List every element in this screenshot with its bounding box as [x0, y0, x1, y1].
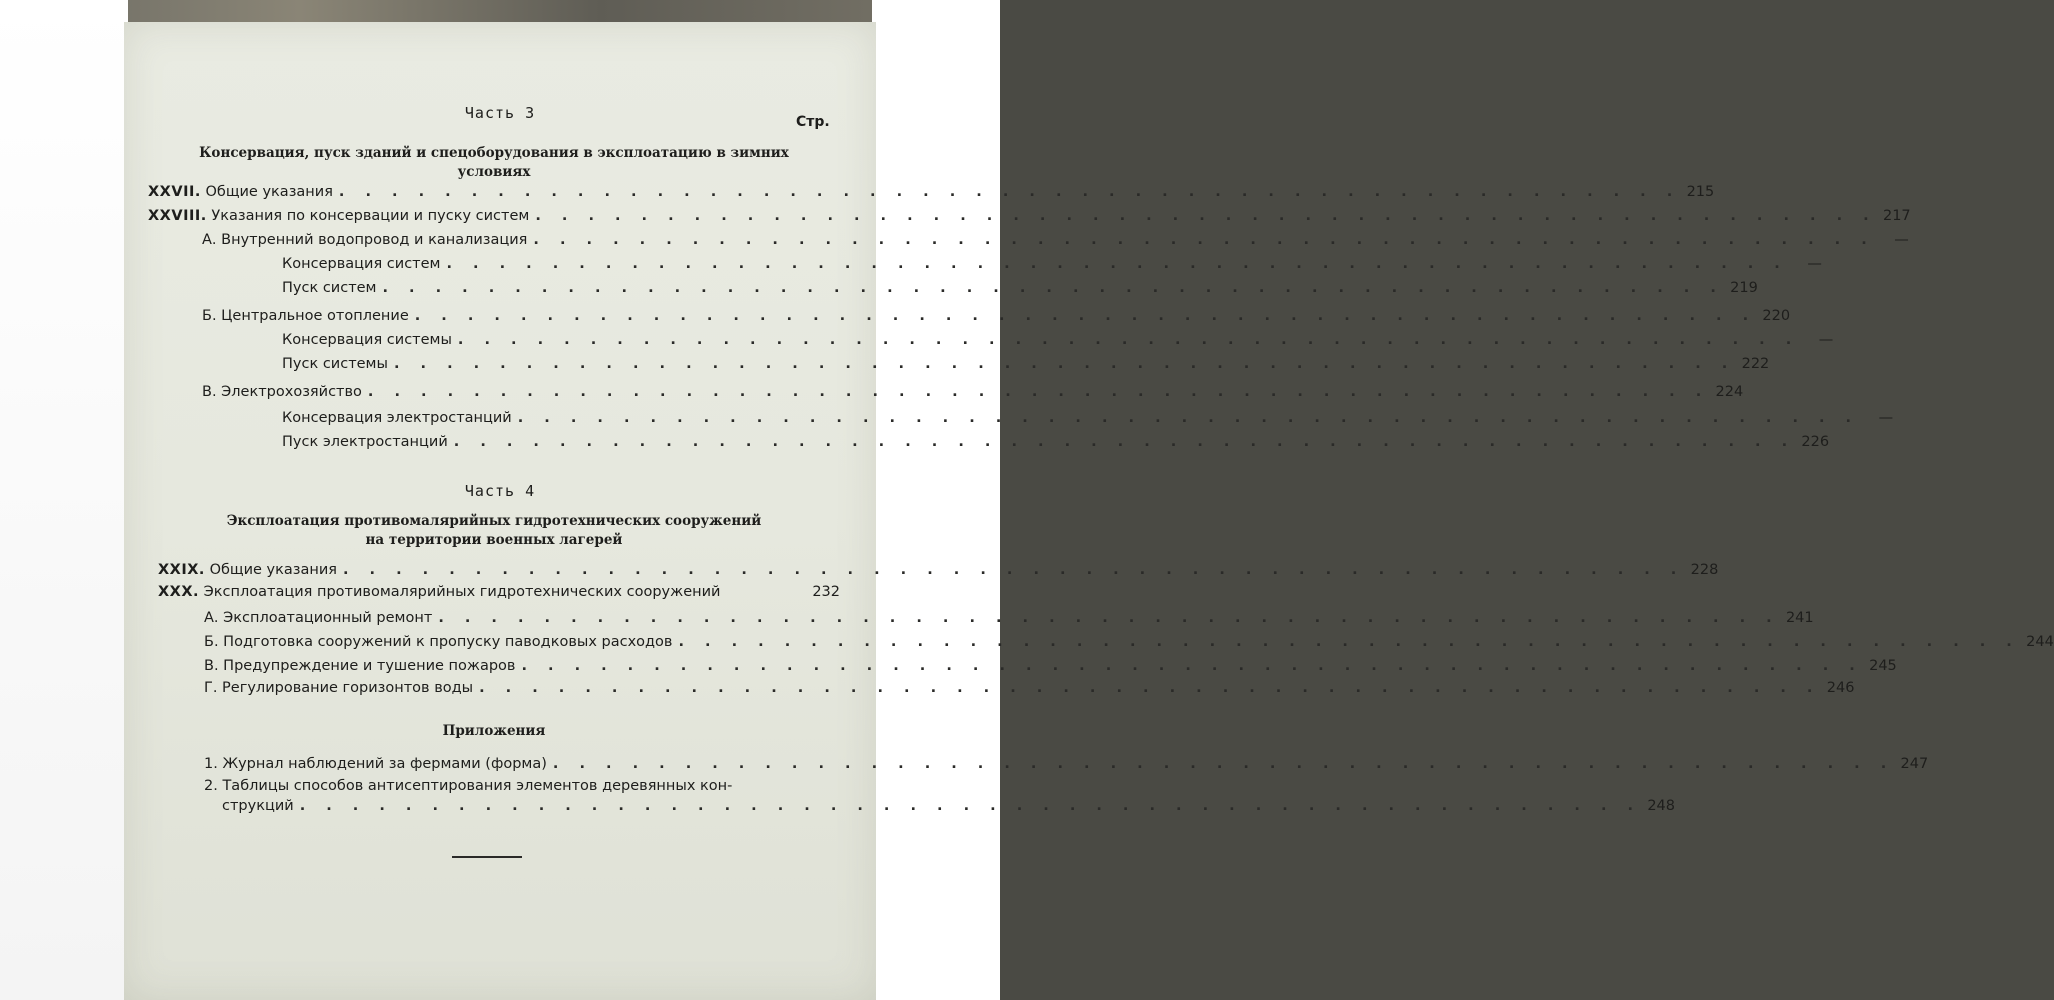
entry-label: Пуск системы	[282, 356, 388, 372]
toc-entry-appendix-2	[204, 778, 732, 794]
part3-title: Часть 3	[464, 104, 536, 122]
dot-leader: . . . . . . . . . . . . . . . . . . . . . . . . . . . . . . . . . . . . . . . . . . . . . . . . . . .	[678, 634, 2020, 650]
part3-heading-line2: условиях	[457, 164, 531, 180]
toc-entry-conservation-plants	[282, 410, 1894, 432]
dot-leader: . . . . . . . . . . . . . . . . . . . . . . . . . . . . . . . . . . . . . . . . . . . . . . . . . . .	[521, 658, 1863, 674]
entry-page: —	[1807, 256, 1822, 272]
chapter-number: XXVII.	[148, 184, 201, 200]
dot-leader: . . . . . . . . . . . . . . . . . . . . . . . . . . . . . . . . . . . . . . . . . . . . . . . . . . .	[338, 184, 1681, 200]
toc-entry-start-system	[282, 356, 1770, 378]
entry-page: 222	[1741, 356, 1770, 372]
entry-label: Эксплоатация противомалярийных гидротехнических сооружений	[203, 584, 721, 600]
entry-label: Журнал наблюдений за фермами (форма)	[222, 756, 547, 772]
toc-entry-appendix-1	[204, 756, 1929, 778]
entry-label: Общие указания	[205, 184, 333, 200]
entry-label: Консервация систем	[282, 256, 441, 272]
entry-page: —	[1894, 232, 1909, 248]
entry-page: 215	[1686, 184, 1715, 200]
entry-page: 244	[2026, 634, 2054, 650]
appendix-title: Приложения	[442, 723, 546, 739]
dot-leader: . . . . . . . . . . . . . . . . . . . . . . . . . . . . . . . . . . . . . . . . . . . . . . . . . . .	[367, 384, 1710, 400]
entry-label: В. Электрохозяйство	[202, 384, 362, 400]
entry-label: Г. Регулирование горизонтов воды	[204, 680, 474, 696]
entry-page: —	[1818, 332, 1834, 348]
dot-leader: . . . . . . . . . . . . . . . . . . . . . . . . . . . . . . . . . . . . . . . . . . . . . . . . . . .	[535, 208, 1877, 224]
book-page	[124, 22, 2054, 1000]
dot-leader: . . . . . . . . . . . . . . . . . . . . . . . . . . . . . . . . . . . . . . . . . . . . . . . . . . .	[533, 232, 1875, 248]
entry-page: 248	[1647, 798, 1676, 814]
entry-label: Консервация электростанций	[282, 410, 512, 426]
end-rule	[452, 856, 522, 858]
dot-leader: . . . . . . . . . . . . . . . . . . . . . . . . . . . . . . . . . . . . . . . . . . . . . . . . . . .	[414, 308, 1757, 324]
entry-page: 220	[1762, 308, 1791, 324]
toc-entry-xxvii	[148, 184, 1715, 206]
part3-heading	[144, 144, 844, 182]
entry-label: струкций	[222, 798, 294, 814]
dot-leader: . . . . . . . . . . . . . . . . . . . . . . . . . . . . . . . . . . . . . . . . . . . . . . . . . . .	[438, 610, 1780, 626]
entry-label: Таблицы способов антисептирования элементов деревянных кон-	[222, 778, 733, 794]
chapter-number: XXIX.	[158, 562, 205, 578]
dot-leader: . . . . . . . . . . . . . . . . . . . . . . . . . . . . . . . . . . . . . . . . . . . . . . . . . . .	[446, 256, 1788, 272]
background-margin-right	[872, 0, 1000, 1000]
toc-entry-a-repair	[204, 610, 1814, 632]
dot-leader: . . . . . . . . . . . . . . . . . . . . . . . . . . . . . . . . . . . . . . . . . . . . . . . . . . .	[552, 756, 1895, 772]
toc-entry-v-fire	[204, 658, 1897, 680]
chapter-number: XXX.	[158, 584, 200, 600]
dot-leader: . . . . . . . . . . . . . . . . . . . . . . . . . . . . . . . . . . . . . . . . . . . . . . . . . . .	[453, 434, 1796, 450]
entry-label: Общие указания	[209, 562, 337, 578]
toc-entry-v-electric	[202, 384, 1744, 406]
entry-page: 241	[1785, 610, 1814, 626]
dot-leader: . . . . . . . . . . . . . . . . . . . . . . . . . . . . . . . . . . . . . . . . . . . . . . . . . . .	[457, 332, 1800, 348]
entry-page: 228	[1690, 562, 1719, 578]
entry-page: 226	[1801, 434, 1830, 450]
toc-entry-xxix	[158, 562, 1719, 584]
background-margin-left	[0, 0, 128, 1000]
entry-label: А. Эксплоатационный ремонт	[204, 610, 433, 626]
toc-entry-b-flood	[204, 634, 2054, 656]
dot-leader: . . . . . . . . . . . . . . . . . . . . . . . . . . . . . . . . . . . . . . . . . . . . . . . . . . .	[517, 410, 1860, 426]
entry-page: 245	[1869, 658, 1897, 674]
dot-leader: . . . . . . . . . . . . . . . . . . . . . . . . . . . . . . . . . . . . . . . . . . . . . . . . . . .	[393, 356, 1736, 372]
toc-entry-b-heating	[202, 308, 1791, 330]
toc-entry-appendix-2-cont	[222, 798, 1676, 820]
dot-leader: . . . . . . . . . . . . . . . . . . . . . . . . . . . . . . . . . . . . . . . . . . . . . . . . . . .	[299, 798, 1642, 814]
entry-page: 247	[1900, 756, 1929, 772]
dot-leader: . . . . . . . . . . . . . . . . . . . . . . . . . . . . . . . . . . . . . . . . . . . . . . . . . . .	[382, 280, 1724, 296]
entry-label: В. Предупреждение и тушение пожаров	[204, 658, 516, 674]
toc-entry-xxviii	[148, 208, 1911, 230]
part4-heading-line1: Эксплоатация противомалярийных гидротехнических сооружений	[226, 513, 762, 529]
entry-page: 219	[1730, 280, 1758, 296]
toc-entry-a-water	[202, 232, 1909, 254]
entry-page: 246	[1826, 680, 1855, 696]
part4-heading	[144, 512, 844, 550]
entry-label: Указания по консервации и пуску систем	[211, 208, 530, 224]
entry-label: А. Внутренний водопровод и канализация	[202, 232, 528, 248]
part4-title: Часть 4	[464, 482, 536, 500]
part4-heading-line2: на территории военных лагерей	[365, 532, 623, 548]
page-column-header: Стр.	[796, 114, 830, 130]
dot-leader: . . . . . . . . . . . . . . . . . . . . . . . . . . . . . . . . . . . . . . . . . . . . . . . . . . .	[479, 680, 1821, 696]
toc-entry-start-plants	[282, 434, 1830, 456]
toc-entry-start-systems	[282, 280, 1758, 302]
chapter-number: XXVIII.	[148, 208, 207, 224]
toc-entry-conservation-system	[282, 332, 1834, 354]
entry-page: 232	[812, 584, 840, 600]
entry-label: Б. Подготовка сооружений к пропуску паводковых расходов	[204, 634, 673, 650]
part3-heading-line1: Консервация, пуск зданий и спецоборудования в эксплоатацию в зимних	[199, 145, 789, 161]
entry-page: 217	[1882, 208, 1911, 224]
entry-page: —	[1878, 410, 1894, 426]
dot-leader: . . . . . . . . . . . . . . . . . . . . . . . . . . . . . . . . . . . . . . . . . . . . . . . . . . .	[342, 562, 1685, 578]
entry-label: Консервация системы	[282, 332, 452, 348]
toc-entry-conservation-systems	[282, 256, 1822, 278]
entry-label: Б. Центральное отопление	[202, 308, 409, 324]
appendix-number: 2.	[204, 778, 218, 794]
appendix-number: 1.	[204, 756, 218, 772]
toc-entry-g-water-levels	[204, 680, 1855, 702]
toc-entry-xxx	[158, 584, 840, 606]
entry-label: Пуск электростанций	[282, 434, 448, 450]
entry-label: Пуск систем	[282, 280, 377, 296]
entry-page: 224	[1715, 384, 1744, 400]
